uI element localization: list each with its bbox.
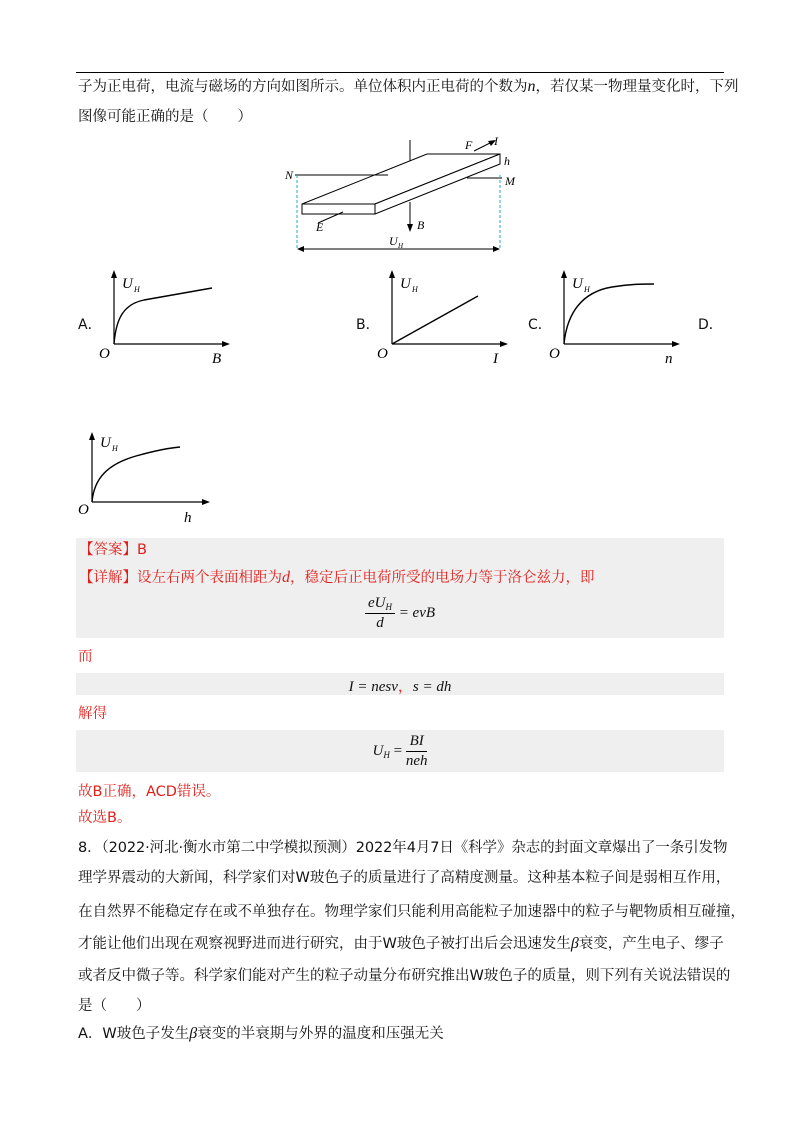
equation-1: $\frac{eU_H}{d}$ = evB xyxy=(76,595,724,632)
graph-c-y-label: U xyxy=(572,276,583,292)
graph-b xyxy=(370,268,520,368)
answer-box xyxy=(76,538,724,638)
label-h: h xyxy=(504,154,510,168)
graph-d-origin: O xyxy=(78,502,89,518)
graph-a-y-sub: H xyxy=(134,285,140,294)
label-F: F xyxy=(465,138,473,152)
question8-line4: 才能让他们出现在观察视野进而进行研究，由于W玻色子被打出后会迅速发生β衰变，产生电子、缪子 xyxy=(78,935,724,952)
graph-c-origin: O xyxy=(549,346,560,362)
graph-a xyxy=(92,268,242,368)
top-rule xyxy=(76,72,724,73)
graph-a-x-label: B xyxy=(212,351,222,367)
detail-line: 【详解】设左右两个表面相距为d，稳定后正电荷所受的电场力等于洛仑兹力，即 xyxy=(79,569,595,586)
option-c-label[interactable]: C． xyxy=(528,317,552,333)
hall-effect-figure xyxy=(280,130,520,255)
label-E: E xyxy=(316,220,324,234)
graph-b-x-label: I xyxy=(493,351,498,367)
conclusion-1: 故B正确，ACD错误。 xyxy=(78,784,221,800)
graph-d xyxy=(76,430,226,530)
and-word: 而 xyxy=(78,649,93,665)
option-b-label[interactable]: B． xyxy=(356,317,380,333)
graph-c-y-sub: H xyxy=(584,285,590,294)
graph-d-y-label: U xyxy=(100,435,111,451)
equation-3-box xyxy=(76,730,724,772)
label-H-sub: H xyxy=(398,242,404,250)
graph-c-x-label: n xyxy=(665,351,673,367)
graph-b-y-sub: H xyxy=(412,285,418,294)
label-N: N xyxy=(285,168,294,182)
question8-line5: 或者反中微子等。科学家们能对产生的粒子动量分布研究推出W玻色子的质量，则下列有关说法错误的 xyxy=(78,968,731,984)
question8-option-a[interactable]: A．W玻色子发生β衰变的半衰期与外界的温度和压强无关 xyxy=(78,1025,444,1042)
question8-line2: 理学界震动的大新闻，科学家们对W玻色子的质量进行了高精度测量。这种基本粒子间是弱相互作用， xyxy=(78,870,731,886)
graph-b-y-label: U xyxy=(400,276,411,292)
graph-d-y-sub: H xyxy=(112,444,118,453)
question7-line2: 图像可能正确的是（ ） xyxy=(78,109,252,125)
answer-line: 【答案】B xyxy=(79,542,147,558)
graph-a-origin: O xyxy=(99,346,110,362)
equation-2-box xyxy=(76,673,724,695)
graph-c xyxy=(542,268,692,368)
graph-a-y-label: U xyxy=(122,276,133,292)
solve-word: 解得 xyxy=(78,706,107,722)
question7-line1: 子为正电荷，电流与磁场的方向如图所示。单位体积内正电荷的个数为n，若仅某一物理量变化时，下列 xyxy=(78,78,739,95)
label-U: U xyxy=(389,234,398,248)
option-d-label[interactable]: D． xyxy=(698,317,723,333)
graph-b-origin: O xyxy=(377,346,388,362)
conclusion-2: 故选B。 xyxy=(78,810,132,826)
question8-line3: 在自然界不能稳定存在或不单独存在。物理学家们只能利用高能粒子加速器中的粒子与靶物质相互碰撞， xyxy=(78,904,745,920)
option-a-label[interactable]: A． xyxy=(78,317,102,333)
label-M: M xyxy=(505,174,515,188)
question8-line6: 是（ ） xyxy=(78,998,151,1014)
equation-2: I = nesv，s = dh xyxy=(348,679,452,695)
label-I: I xyxy=(494,134,498,148)
equation-3: $U_H$ = $\frac{BI}{\text{neh}}$ xyxy=(372,733,428,769)
graph-d-x-label: h xyxy=(184,510,192,526)
question8-line1: 8．（2022·河北·衡水市第二中学模拟预测）2022年4月7日《科学》杂志的封面文章爆出了一条引发物 xyxy=(78,840,728,856)
label-B: B xyxy=(417,218,425,232)
